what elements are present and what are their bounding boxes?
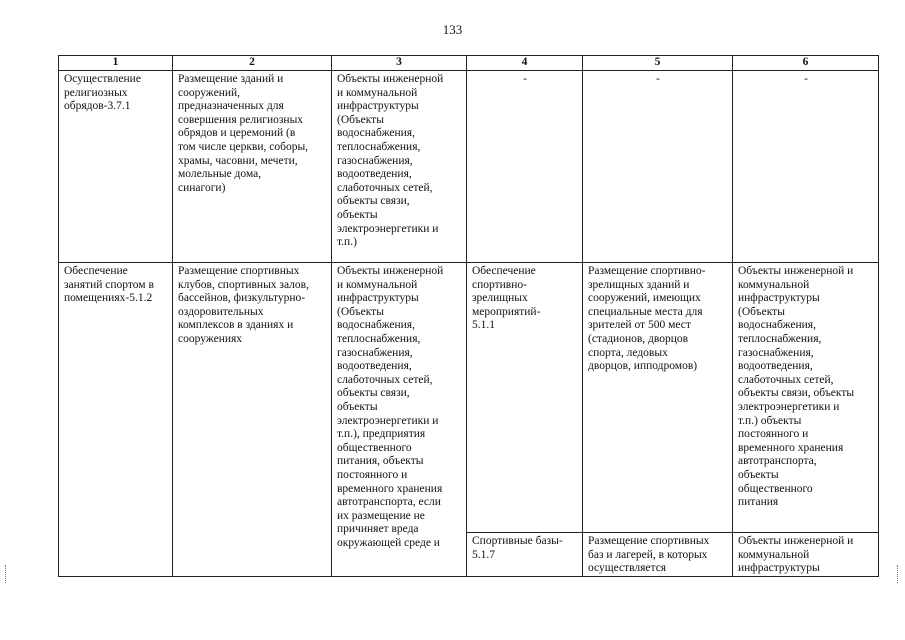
table-row-religious — [59, 71, 879, 263]
cell-conditional-use: - — [467, 71, 583, 263]
table-header-row — [59, 56, 879, 71]
land-use-table — [58, 55, 879, 577]
right-margin-mark — [897, 565, 901, 583]
cell-conditional-use: Спортивные базы- 5.1.7 — [467, 533, 583, 577]
column-header-5: 5 — [583, 56, 733, 71]
cell-conditional-description: Размещение спортивно- зрелищных зданий и сооружений, имеющих специальные места для зрителей от 500 мест (стадионов, дворцов спорта, ледовых дворцов, ипподромов) — [583, 263, 733, 533]
cell-use-description: Размещение зданий и сооружений, предназначенных для совершения религиозных обрядов и церемоний (в том числе церкви, соборы, храмы, часовни, мечети, молельные дома, синагоги) — [173, 71, 332, 263]
cell-conditional-use: Обеспечение спортивно- зрелищных мероприятий- 5.1.1 — [467, 263, 583, 533]
page-number: 133 — [442, 22, 463, 37]
cell-auxiliary-objects: Объекты инженерной и коммунальной инфраструктуры (Объекты водоснабжения, теплоснабжения, газоснабжения, водоотведения, слаботочных сетей, объекты связи, объекты электроэнергетики и т.п.) — [332, 71, 467, 263]
column-header-4: 4 — [467, 56, 583, 71]
left-margin-mark — [5, 565, 9, 583]
cell-conditional-auxiliary: - — [733, 71, 879, 263]
cell-use-description: Размещение спортивных клубов, спортивных залов, бассейнов, физкультурно- оздоровительных комплексов в зданиях и сооружениях — [173, 263, 332, 577]
column-header-1: 1 — [59, 56, 173, 71]
cell-use-type: Осуществление религиозных обрядов-3.7.1 — [59, 71, 173, 263]
cell-use-type: Обеспечение занятий спортом в помещениях-5.1.2 — [59, 263, 173, 577]
cell-conditional-auxiliary: Объекты инженерной и коммунальной инфраструктуры — [733, 533, 879, 577]
cell-conditional-auxiliary: Объекты инженерной и коммунальной инфраструктуры (Объекты водоснабжения, теплоснабжения, газоснабжения, водоотведения, слаботочных сетей, объекты связи, объекты электроэнергетики и т.п.) объекты постоянного и временного хранения автотранспорта, объекты общественного питания — [733, 263, 879, 533]
cell-conditional-description: Размещение спортивных баз и лагерей, в которых осуществляется — [583, 533, 733, 577]
table-row-sports-a — [59, 263, 879, 533]
cell-auxiliary-objects: Объекты инженерной и коммунальной инфраструктуры (Объекты водоснабжения, теплоснабжения, газоснабжения, водоотведения, слаботочных сетей, объекты связи, объекты электроэнергетики и т.п.), предприятия общественного питания, объекты постоянного и временного хранения автотранспорта, если их размещение не причиняет вреда окружающей среде и — [332, 263, 467, 577]
column-header-3: 3 — [332, 56, 467, 71]
cell-conditional-description: - — [583, 71, 733, 263]
column-header-2: 2 — [173, 56, 332, 71]
column-header-6: 6 — [733, 56, 879, 71]
